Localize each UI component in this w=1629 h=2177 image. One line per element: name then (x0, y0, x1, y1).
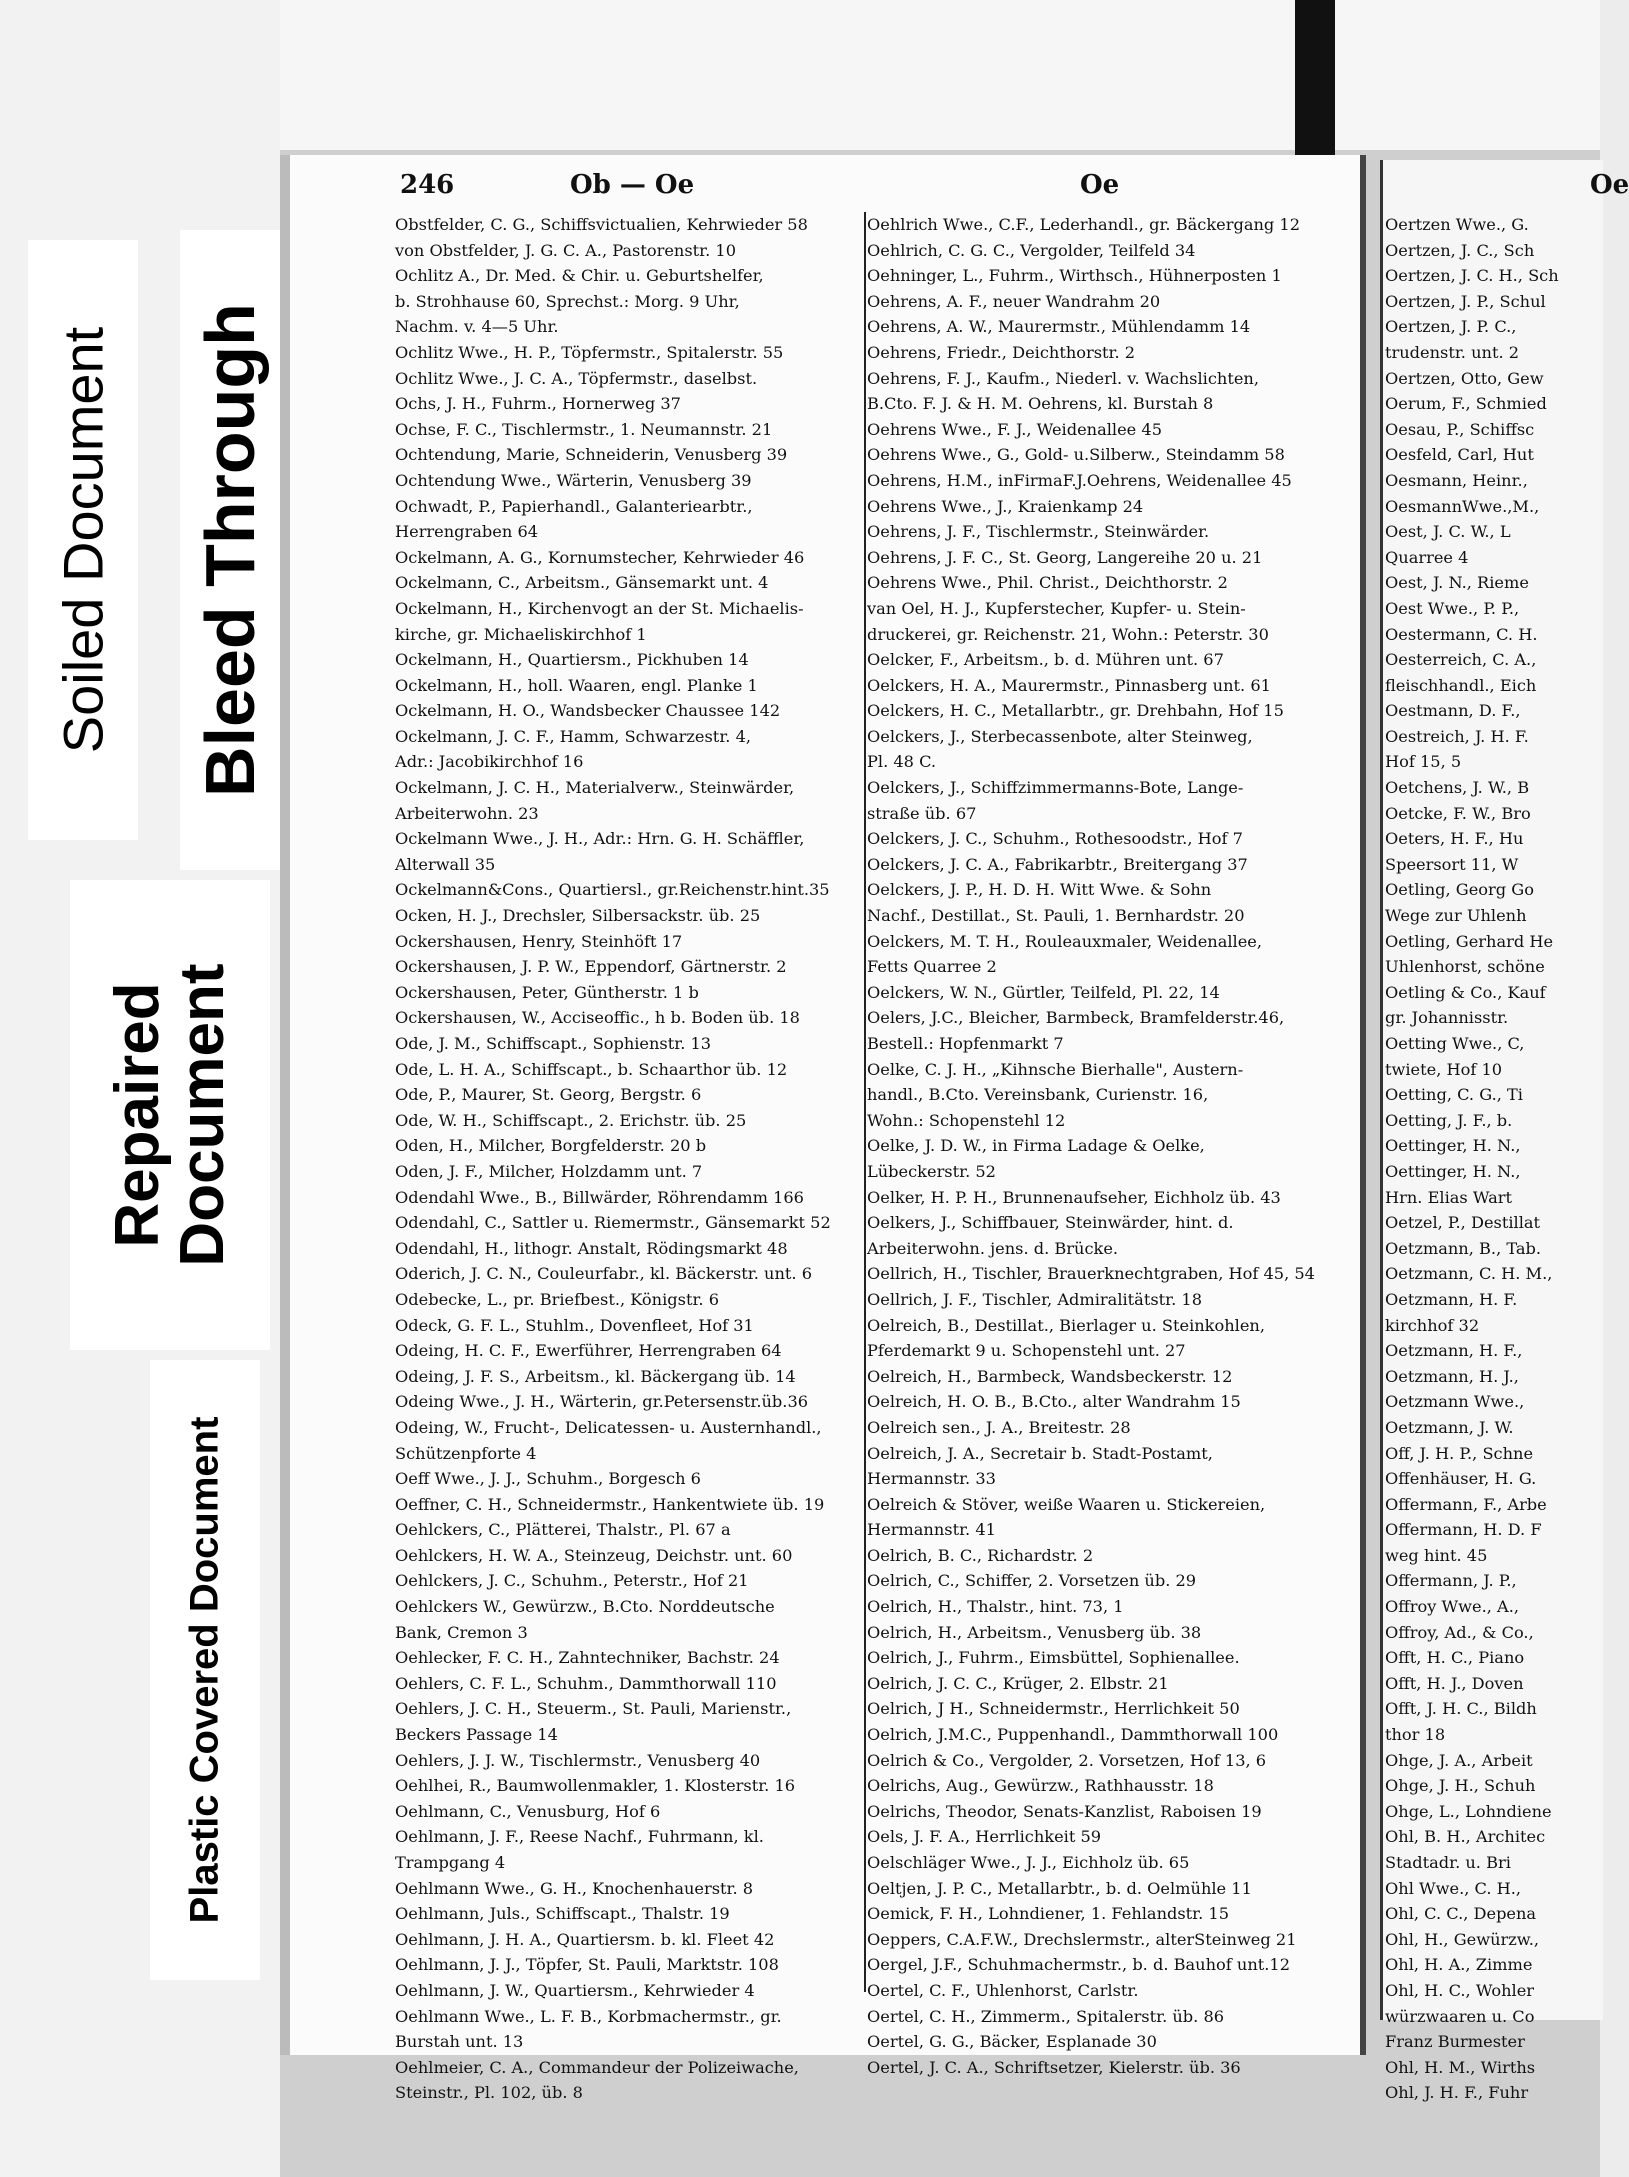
directory-entry: Oertzen, J. P., Schul (1385, 291, 1546, 311)
directory-entry: Oehlrich, C. G. C., Vergolder, Teilfeld 34 (867, 240, 1196, 260)
directory-entry: Oelke, J. D. W., in Firma Ladage & Oelke, (867, 1136, 1205, 1156)
directory-entry: Oelreich, B., Destillat., Bierlager u. Steinkohlen, (867, 1315, 1265, 1335)
directory-entry: Ohl, C. C., Depena (1385, 1904, 1537, 1924)
directory-entry: Ochtendung Wwe., Wärterin, Venusberg 39 (395, 470, 752, 490)
directory-entry: Oetting Wwe., C, (1385, 1034, 1525, 1053)
directory-entry: Bank, Cremon 3 (395, 1622, 528, 1642)
directory-entry: Oelrich, J., Fuhrm., Eimsbüttel, Sophienallee. (867, 1648, 1240, 1668)
directory-entry: Oetling & Co., Kauf (1385, 982, 1546, 1002)
directory-entry: Oetzmann, H. J., (1385, 1366, 1519, 1386)
directory-entry: Offenhäuser, H. G. (1385, 1469, 1537, 1489)
directory-entry: Oehrens, A. F., neuer Wandrahm 20 (867, 291, 1161, 311)
directory-entry: Offt, H. C., Piano (1385, 1648, 1525, 1668)
directory-entry: kirchhof 32 (1385, 1315, 1480, 1335)
directory-entry: Oertel, C. H., Zimmerm., Spitalerstr. üb. 86 (867, 2006, 1225, 2026)
directory-entry: Ockelmann, H., holl. Waaren, engl. Planke 1 (395, 675, 758, 695)
directory-entry: Oertzen, J. P. C., (1385, 317, 1517, 337)
directory-entry: Oehlmeier, C. A., Commandeur der Polizeiwache, (395, 2057, 799, 2077)
directory-entry: Oertzen, J. C., Sch (1385, 240, 1535, 260)
directory-entry: druckerei, gr. Reichenstr. 21, Wohn.: Peterstr. 30 (867, 624, 1269, 644)
directory-entry: Oeppers, C.A.F.W., Drechslermstr., alterSteinweg 21 (867, 1929, 1297, 1949)
directory-entry: Oehlckers W., Gewürzw., B.Cto. Norddeutsche (395, 1597, 775, 1617)
bleed-through-text: Bleed Through (191, 303, 269, 797)
directory-entry: Ockelmann, J. C. H., Materialverw., Steinwärder, (395, 778, 795, 798)
directory-entry: Oetzmann, H. F. (1385, 1289, 1518, 1309)
directory-entry: Ochlitz Wwe., J. C. A., Töpfermstr., daselbst. (395, 368, 758, 388)
directory-entry: Ockelmann, J. C. F., Hamm, Schwarzestr. 4, (395, 726, 752, 746)
directory-entry: Ockelmann, H., Quartiersm., Pickhuben 14 (395, 650, 749, 670)
directory-entry: Oehrens Wwe., G., Gold- u.Silberw., Steindamm 58 (867, 445, 1285, 465)
directory-entry: Wohn.: Schopenstehl 12 (867, 1110, 1066, 1130)
page-edge (280, 155, 290, 2055)
soiled-document-text: Soiled Document (51, 326, 115, 754)
directory-entry: Oettinger, H. N., (1385, 1161, 1521, 1181)
directory-entry: Oelcker, F., Arbeitsm., b. d. Mühren unt. 67 (867, 650, 1224, 670)
directory-entry: Ohl, H. A., Zimme (1385, 1955, 1533, 1975)
plastic-covered-label (150, 1360, 260, 1980)
directory-entry: Oelschläger Wwe., J. J., Eichholz üb. 65 (867, 1853, 1190, 1872)
directory-entry: Oden, H., Milcher, Borgfelderstr. 20 b (395, 1136, 707, 1156)
directory-entry: OesmannWwe.,M., (1385, 496, 1540, 516)
directory-entry: Ockelmann Wwe., J. H., Adr.: Hrn. G. H. Schäffler, (395, 829, 805, 849)
directory-entry: Oelckers, J. C. A., Fabrikarbtr., Breitergang 37 (867, 854, 1248, 874)
directory-column-left (395, 212, 863, 2106)
directory-entry: Oertel, G. G., Bäcker, Esplanade 30 (867, 2032, 1157, 2052)
directory-entry: Oeters, H. F., Hu (1385, 829, 1524, 849)
directory-entry: Nachm. v. 4—5 Uhr. (395, 317, 559, 337)
directory-entry: Ockelmann, H. O., Wandsbecker Chaussee 142 (395, 701, 781, 721)
directory-entry: Oden, J. F., Milcher, Holzdamm unt. 7 (395, 1161, 703, 1181)
directory-entry: Oelrich, H., Thalstr., hint. 73, 1 (867, 1597, 1124, 1617)
scanned-page (280, 0, 1629, 2177)
directory-entry: Oetzel, P., Destillat (1385, 1213, 1541, 1233)
directory-entry: Oehrens, Friedr., Deichthorstr. 2 (867, 342, 1136, 362)
directory-entry: Oelers, J.C., Bleicher, Barmbeck, Bramfelderstr.46, (867, 1008, 1285, 1028)
directory-entry: Ode, L. H. A., Schiffscapt., b. Schaarthor üb. 12 (395, 1059, 788, 1079)
directory-entry: Oertzen, J. C. H., Sch (1385, 266, 1559, 286)
directory-entry: gr. Johannisstr. (1385, 1008, 1509, 1028)
directory-entry: Oertzen Wwe., G. (1385, 215, 1529, 234)
directory-entry: Trampgang 4 (395, 1853, 506, 1872)
plastic-covered-text: Plastic Covered Document (182, 1416, 227, 1924)
directory-entry: handl., B.Cto. Vereinsbank, Curienstr. 16, (867, 1085, 1209, 1105)
directory-entry: Oelckers, J. P., H. D. H. Witt Wwe. & Sohn (867, 880, 1212, 900)
directory-entry: Oehrens, A. W., Maurermstr., Mühlendamm 14 (867, 317, 1251, 337)
directory-entry: Schützenpforte 4 (395, 1443, 537, 1463)
directory-entry: Pl. 48 C. (867, 752, 937, 772)
directory-entry: Oehlrich Wwe., C.F., Lederhandl., gr. Bäckergang 12 (867, 215, 1300, 234)
directory-entry: Oemick, F. H., Lohndiener, 1. Fehlandstr. 15 (867, 1904, 1230, 1924)
directory-entry: Oehlmann, J. H. A., Quartiersm. b. kl. Fleet 42 (395, 1929, 775, 1949)
directory-entry: Offroy Wwe., A., (1385, 1597, 1520, 1617)
directory-entry: Ohl Wwe., C. H., (1385, 1878, 1522, 1898)
column-divider (864, 212, 866, 1992)
directory-entry: Oesfeld, Carl, Hut (1385, 445, 1534, 465)
directory-entry: Oehlmann, Juls., Schiffscapt., Thalstr. 19 (395, 1904, 730, 1924)
directory-entry: würzwaaren u. Co (1385, 2006, 1535, 2026)
directory-entry: thor 18 (1385, 1725, 1446, 1745)
directory-entry: Off, J. H. P., Schne (1385, 1443, 1534, 1463)
directory-entry: Oestreich, J. H. F. (1385, 726, 1529, 746)
directory-entry: Oetling, Gerhard He (1385, 931, 1554, 951)
directory-entry: Ohl, J. H. F., Fuhr (1385, 2083, 1529, 2103)
directory-entry: Ode, J. M., Schiffscapt., Sophienstr. 13 (395, 1034, 712, 1053)
directory-entry: Quarree 4 (1385, 547, 1469, 567)
directory-entry: Oelrich, J.M.C., Puppenhandl., Dammthorwall 100 (867, 1725, 1279, 1745)
directory-entry: Herrengraben 64 (395, 522, 539, 542)
directory-entry: Oehlmann, J. W., Quartiersm., Kehrwieder 4 (395, 1980, 755, 2000)
directory-entry: Oergel, J.F., Schuhmachermstr., b. d. Bauhof unt.12 (867, 1955, 1291, 1975)
directory-entry: Ochs, J. H., Fuhrm., Hornerweg 37 (395, 394, 681, 414)
directory-entry: Ochse, F. C., Tischlermstr., 1. Neumannstr. 21 (395, 419, 773, 439)
directory-entry: Steinstr., Pl. 102, üb. 8 (395, 2083, 583, 2103)
directory-entry: Oehrens, J. F., Tischlermstr., Steinwärder. (867, 522, 1210, 542)
directory-entry: Oertzen, Otto, Gew (1385, 368, 1544, 388)
directory-entry: Oelker, H. P. H., Brunnenaufseher, Eichholz üb. 43 (867, 1187, 1281, 1207)
directory-entry: Oelreich sen., J. A., Breitestr. 28 (867, 1417, 1131, 1437)
directory-entry: Odeing, H. C. F., Ewerführer, Herrengraben 64 (395, 1341, 782, 1361)
directory-entry: Franz Burmester (1385, 2032, 1525, 2052)
binding-bar (1295, 0, 1335, 155)
directory-entry: Ockelmann&Cons., Quartiersl., gr.Reichenstr.hint.35 (395, 880, 830, 900)
directory-entry: Lübeckerstr. 52 (867, 1161, 996, 1181)
directory-entry: Ode, P., Maurer, St. Georg, Bergstr. 6 (395, 1085, 702, 1105)
bleed-through-label (180, 230, 280, 870)
directory-entry: Oetzmann, H. F., (1385, 1341, 1523, 1361)
directory-entry: Oelreich, H., Barmbeck, Wandsbeckerstr. 12 (867, 1366, 1233, 1386)
running-head-facing: Oe (1590, 170, 1629, 200)
repaired-document-text (102, 963, 237, 1267)
directory-entry: Oesau, P., Schiffsc (1385, 419, 1535, 439)
directory-entry: Ohge, J. H., Schuh (1385, 1776, 1536, 1796)
directory-entry: Odebecke, L., pr. Briefbest., Königstr. 6 (395, 1289, 719, 1309)
directory-entry: Oetzmann, C. H. M., (1385, 1264, 1553, 1284)
directory-entry: Ockelmann, A. G., Kornumstecher, Kehrwieder 46 (395, 547, 805, 567)
directory-entry: Oetting, C. G., Ti (1385, 1085, 1523, 1105)
directory-entry: Odendahl, H., lithogr. Anstalt, Rödingsmarkt 48 (395, 1238, 788, 1258)
directory-entry: Offt, H. J., Doven (1385, 1673, 1524, 1693)
directory-entry: Ode, W. H., Schiffscapt., 2. Erichstr. üb. 25 (395, 1110, 747, 1130)
directory-entry: Oels, J. F. A., Herrlichkeit 59 (867, 1827, 1102, 1847)
directory-entry: Oehlckers, C., Plätterei, Thalstr., Pl. 67 a (395, 1520, 731, 1540)
directory-entry: Hof 15, 5 (1385, 752, 1462, 772)
directory-entry: Oesmann, Heinr., (1385, 470, 1528, 490)
directory-entry: Oest Wwe., P. P., (1385, 598, 1520, 618)
directory-entry: Oehlers, J. C. H., Steuerm., St. Pauli, Marienstr., (395, 1699, 792, 1719)
directory-entry: Oeltjen, J. P. C., Metallarbtr., b. d. Oelmühle 11 (867, 1878, 1252, 1898)
directory-entry: Hermannstr. 41 (867, 1520, 996, 1540)
directory-entry: Oehlckers, J. C., Schuhm., Peterstr., Hof 21 (395, 1571, 749, 1591)
directory-entry: Odeck, G. F. L., Stuhlm., Dovenfleet, Hof 31 (395, 1315, 754, 1335)
repaired-line-2: Document (168, 963, 237, 1267)
directory-entry: Ohl, H., Gewürzw., (1385, 1929, 1540, 1949)
directory-entry: Oellrich, J. F., Tischler, Admiralitätstr. 18 (867, 1289, 1202, 1309)
directory-entry: Stadtadr. u. Bri (1385, 1853, 1511, 1872)
directory-entry: Offermann, H. D. F (1385, 1520, 1542, 1540)
repaired-document-label (70, 880, 270, 1350)
directory-entry: Ochwadt, P., Papierhandl., Galanteriearbtr., (395, 496, 753, 516)
directory-entry: Oest, J. N., Rieme (1385, 573, 1529, 593)
running-head-right: Oe (1080, 170, 1120, 200)
directory-entry: Offermann, J. P., (1385, 1571, 1517, 1591)
directory-entry: Oehrens, H.M., inFirmaF.J.Oehrens, Weidenallee 45 (867, 470, 1292, 490)
directory-entry: Bestell.: Hopfenmarkt 7 (867, 1034, 1064, 1053)
directory-entry: b. Strohhause 60, Sprechst.: Morg. 9 Uhr, (395, 291, 740, 311)
directory-entry: B.Cto. F. J. & H. M. Oehrens, kl. Burstah 8 (867, 394, 1214, 414)
directory-entry: Oesterreich, C. A., (1385, 650, 1537, 670)
directory-entry: Oetzmann, J. W. (1385, 1417, 1514, 1437)
directory-entry: Oehlckers, H. W. A., Steinzeug, Deichstr. unt. 60 (395, 1545, 793, 1565)
directory-entry: Burstah unt. 13 (395, 2032, 524, 2052)
directory-entry: trudenstr. unt. 2 (1385, 342, 1520, 362)
directory-entry: Oehlmann, J. F., Reese Nachf., Fuhrmann, kl. (395, 1827, 764, 1847)
directory-entry: Oelrichs, Aug., Gewürzw., Rathhausstr. 18 (867, 1776, 1214, 1796)
directory-entry: Oelke, C. J. H., „Kihnsche Bierhalle", Austern- (867, 1059, 1244, 1079)
directory-column-facing (1385, 212, 1595, 2106)
directory-entry: Oehrens Wwe., F. J., Weidenallee 45 (867, 419, 1162, 439)
directory-entry: Ochlitz A., Dr. Med. & Chir. u. Geburtshelfer, (395, 266, 764, 286)
directory-entry: Odeing, W., Frucht-, Delicatessen- u. Austernhandl., (395, 1417, 822, 1437)
directory-column-middle (867, 212, 1342, 2080)
directory-entry: Nachf., Destillat., St. Pauli, 1. Bernhardstr. 20 (867, 906, 1245, 926)
directory-entry: Oelckers, W. N., Gürtler, Teilfeld, Pl. 22, 14 (867, 982, 1220, 1002)
directory-entry: Oest, J. C. W., L (1385, 522, 1511, 542)
directory-entry: Offt, J. H. C., Bildh (1385, 1699, 1537, 1719)
directory-entry: Oelrich & Co., Vergolder, 2. Vorsetzen, Hof 13, 6 (867, 1750, 1267, 1770)
directory-entry: Oestmann, D. F., (1385, 701, 1521, 721)
directory-entry: Ockershausen, Peter, Güntherstr. 1 b (395, 982, 699, 1002)
directory-entry: Offermann, F., Arbe (1385, 1494, 1547, 1514)
directory-entry: Hermannstr. 33 (867, 1469, 996, 1489)
directory-entry: Oelrich, C., Schiffer, 2. Vorsetzen üb. 29 (867, 1571, 1197, 1591)
directory-entry: Oettinger, H. N., (1385, 1136, 1521, 1156)
directory-entry: Oehlers, C. F. L., Schuhm., Dammthorwall 110 (395, 1673, 777, 1693)
directory-entry: Oehrens Wwe., Phil. Christ., Deichthorstr. 2 (867, 573, 1228, 593)
label-strip (0, 0, 280, 2177)
directory-entry: von Obstfelder, J. G. C. A., Pastorenstr. 10 (395, 240, 737, 260)
directory-entry: Oelreich & Stöver, weiße Waaren u. Stickereien, (867, 1494, 1266, 1514)
directory-entry: Ocken, H. J., Drechsler, Silbersackstr. üb. 25 (395, 906, 761, 926)
directory-entry: van Oel, H. J., Kupferstecher, Kupfer- u. Stein- (867, 598, 1246, 618)
directory-entry: Oertel, J. C. A., Schriftsetzer, Kielerstr. üb. 36 (867, 2057, 1241, 2077)
directory-entry: Oehrens Wwe., J., Kraienkamp 24 (867, 496, 1144, 516)
directory-entry: Oelrich, J H., Schneidermstr., Herrlichkeit 50 (867, 1699, 1240, 1719)
directory-entry: Ockershausen, J. P. W., Eppendorf, Gärtnerstr. 2 (395, 957, 787, 977)
directory-entry: Arbeiterwohn. jens. d. Brücke. (867, 1238, 1119, 1258)
scan-background (280, 0, 1600, 150)
directory-entry: Ochtendung, Marie, Schneiderin, Venusberg 39 (395, 445, 788, 465)
directory-entry: Ockelmann, H., Kirchenvogt an der St. Michaelis- (395, 598, 804, 618)
directory-entry: Ohl, B. H., Architec (1385, 1827, 1546, 1847)
directory-entry: Oelrich, B. C., Richardstr. 2 (867, 1545, 1094, 1565)
directory-entry: Ochlitz Wwe., H. P., Töpfermstr., Spitalerstr. 55 (395, 342, 784, 362)
directory-entry: Oehlmann, C., Venusburg, Hof 6 (395, 1801, 661, 1821)
directory-entry: Beckers Passage 14 (395, 1725, 558, 1745)
soiled-document-label (28, 240, 138, 840)
directory-entry: Oetchens, J. W., B (1385, 778, 1530, 798)
directory-entry: Oetting, J. F., b. (1385, 1110, 1513, 1130)
directory-entry: Oehlers, J. J. W., Tischlermstr., Venusberg 40 (395, 1750, 761, 1770)
directory-entry: Oelrich, J. C. C., Krüger, 2. Elbstr. 21 (867, 1673, 1169, 1693)
directory-entry: Oelreich, H. O. B., B.Cto., alter Wandrahm 15 (867, 1392, 1241, 1412)
directory-entry: Oeff Wwe., J. J., Schuhm., Borgesch 6 (395, 1469, 701, 1489)
directory-entry: Ockershausen, W., Acciseoffic., h b. Boden üb. 18 (395, 1008, 800, 1028)
directory-entry: Oderich, J. C. N., Couleurfabr., kl. Bäckerstr. unt. 6 (395, 1264, 812, 1284)
running-head-left: Ob — Oe (570, 170, 695, 200)
directory-entry: Uhlenhorst, schöne (1385, 957, 1545, 977)
directory-entry: kirche, gr. Michaeliskirchhof 1 (395, 624, 647, 644)
directory-entry: Oehlhei, R., Baumwollenmakler, 1. Klosterstr. 16 (395, 1776, 796, 1796)
directory-entry: Oehrens, F. J., Kaufm., Niederl. v. Wachslichten, (867, 368, 1259, 388)
directory-entry: Odeing Wwe., J. H., Wärterin, gr.Petersenstr.üb.36 (395, 1392, 809, 1412)
page-number: 246 (400, 170, 455, 200)
directory-entry: Ohge, J. A., Arbeit (1385, 1750, 1533, 1770)
directory-entry: Oelckers, H. A., Maurermstr., Pinnasberg unt. 61 (867, 675, 1271, 695)
directory-entry: Oelckers, J., Schiffzimmermanns-Bote, Lange- (867, 778, 1244, 798)
directory-entry: straße üb. 67 (867, 803, 977, 823)
directory-entry: Oelckers, M. T. H., Rouleauxmaler, Weidenallee, (867, 931, 1263, 951)
directory-entry: twiete, Hof 10 (1385, 1059, 1503, 1079)
directory-entry: Oetling, Georg Go (1385, 880, 1534, 900)
directory-entry: Alterwall 35 (395, 854, 496, 874)
directory-entry: Oelreich, J. A., Secretair b. Stadt-Postamt, (867, 1443, 1213, 1463)
directory-entry: Oelckers, J., Sterbecassenbote, alter Steinweg, (867, 726, 1253, 746)
repaired-line-1: Repaired (102, 982, 172, 1248)
directory-entry: Oetcke, F. W., Bro (1385, 803, 1531, 823)
directory-entry: Speersort 11, W (1385, 854, 1519, 874)
directory-entry: Pferdemarkt 9 u. Schopenstehl unt. 27 (867, 1341, 1186, 1361)
directory-entry: Arbeiterwohn. 23 (395, 803, 539, 823)
directory-entry: Oelckers, H. C., Metallarbtr., gr. Drehbahn, Hof 15 (867, 701, 1284, 721)
directory-entry: Oelrich, H., Arbeitsm., Venusberg üb. 38 (867, 1622, 1202, 1642)
directory-entry: Oestermann, C. H. (1385, 624, 1538, 644)
directory-entry: Hrn. Elias Wart (1385, 1187, 1512, 1207)
directory-entry: Oehlmann Wwe., G. H., Knochenhauerstr. 8 (395, 1878, 754, 1898)
directory-entry: Ohge, L., Lohndiene (1385, 1801, 1552, 1821)
directory-entry: Oerum, F., Schmied (1385, 394, 1547, 414)
directory-entry: Ockelmann, C., Arbeitsm., Gänsemarkt unt. 4 (395, 573, 769, 593)
directory-entry: Odendahl, C., Sattler u. Riemermstr., Gänsemarkt 52 (395, 1213, 831, 1233)
directory-entry: Oetzmann, B., Tab. (1385, 1238, 1542, 1258)
directory-entry: Fetts Quarree 2 (867, 957, 997, 977)
directory-entry: Oelckers, J. C., Schuhm., Rothesoodstr., Hof 7 (867, 829, 1243, 849)
directory-entry: Obstfelder, C. G., Schiffsvictualien, Kehrwieder 58 (395, 215, 808, 234)
directory-entry: weg hint. 45 (1385, 1545, 1488, 1565)
directory-entry: Oellrich, H., Tischler, Brauerknechtgraben, Hof 45, 54 (867, 1264, 1315, 1284)
directory-entry: Odeing, J. F. S., Arbeitsm., kl. Bäckergang üb. 14 (395, 1366, 796, 1386)
directory-entry: Oehrens, J. F. C., St. Georg, Langereihe 20 u. 21 (867, 547, 1263, 567)
directory-entry: Oehninger, L., Fuhrm., Wirthsch., Hühnerposten 1 (867, 266, 1282, 286)
directory-entry: Ohl, H. C., Wohler (1385, 1980, 1535, 2000)
directory-entry: Oertel, C. F., Uhlenhorst, Carlstr. (867, 1980, 1139, 2000)
directory-entry: Oelrichs, Theodor, Senats-Kanzlist, Raboisen 19 (867, 1801, 1262, 1821)
directory-entry: Oehlmann, J. J., Töpfer, St. Pauli, Marktstr. 108 (395, 1955, 779, 1975)
directory-entry: Oelkers, J., Schiffbauer, Steinwärder, hint. d. (867, 1213, 1234, 1233)
directory-entry: Wege zur Uhlenh (1385, 906, 1527, 926)
directory-entry: Offroy, Ad., & Co., (1385, 1622, 1534, 1642)
directory-entry: fleischhandl., Eich (1385, 675, 1537, 695)
directory-entry: Adr.: Jacobikirchhof 16 (395, 752, 584, 772)
directory-entry: Ohl, H. M., Wirths (1385, 2057, 1536, 2077)
directory-entry: Oehlecker, F. C. H., Zahntechniker, Bachstr. 24 (395, 1648, 780, 1668)
directory-entry: Oetzmann Wwe., (1385, 1392, 1525, 1412)
directory-entry: Oehlmann Wwe., L. F. B., Korbmachermstr., gr. (395, 2006, 782, 2026)
directory-entry: Oeffner, C. H., Schneidermstr., Hankentwiete üb. 19 (395, 1494, 825, 1514)
directory-entry: Odendahl Wwe., B., Billwärder, Röhrendamm 166 (395, 1187, 804, 1207)
directory-entry: Ockershausen, Henry, Steinhöft 17 (395, 931, 683, 951)
